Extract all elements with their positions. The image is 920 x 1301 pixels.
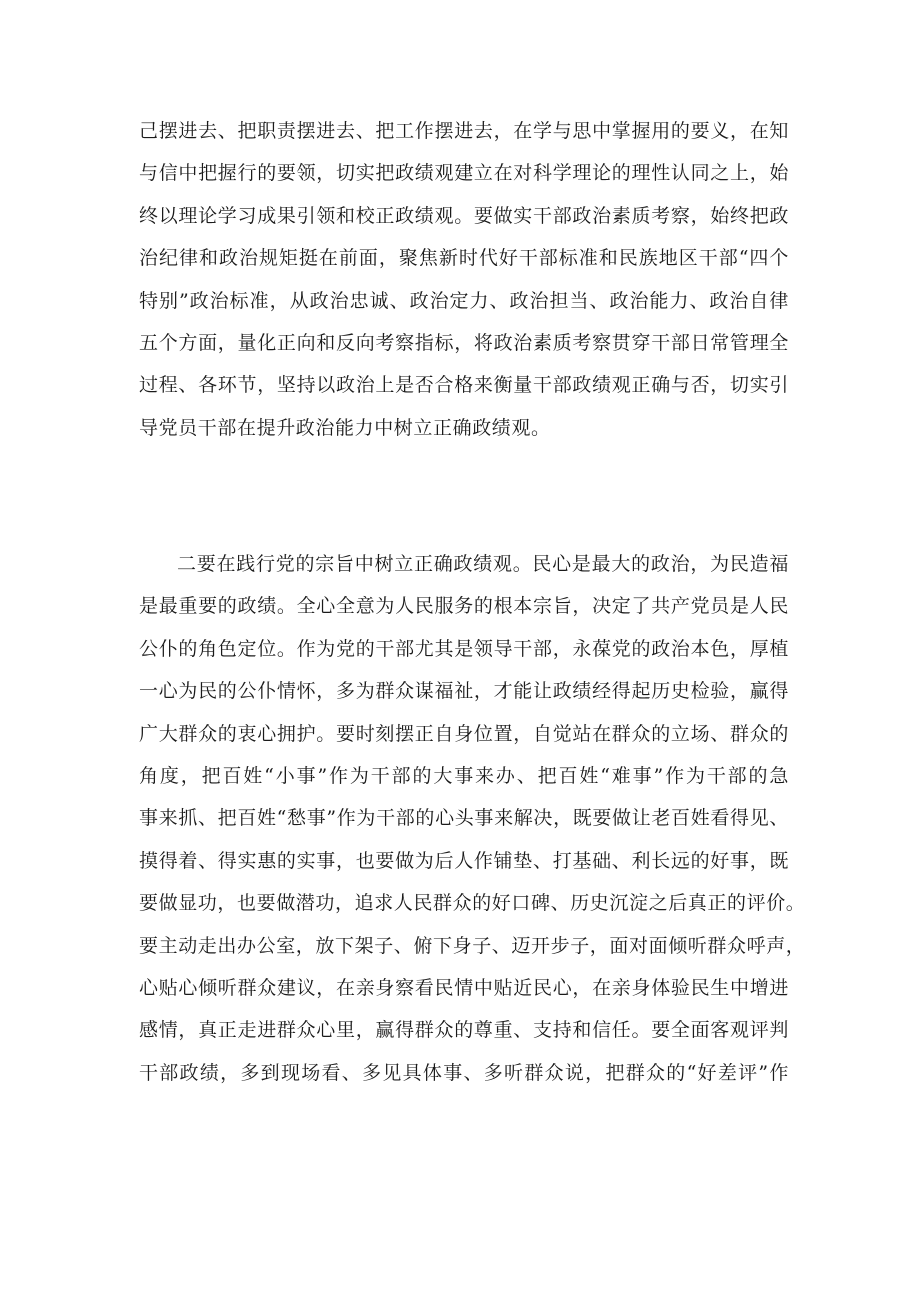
text-line: 是最重要的政绩。全心全意为人民服务的根本宗旨，决定了共产党员是人民 xyxy=(139,595,789,618)
text-line: 与信中把握行的要领，切实把政绩观建立在对科学理论的理性认同之上，始 xyxy=(139,162,789,185)
text-line: 摸得着、得实惠的实事，也要做为后人作铺垫、打基础、利长远的好事，既 xyxy=(139,849,789,872)
text-line: 治纪律和政治规矩挺在前面，聚焦新时代好干部标准和民族地区干部“四个 xyxy=(139,247,789,270)
text-line: 特别”政治标准，从政治忠诚、政治定力、政治担当、政治能力、政治自律 xyxy=(139,289,789,312)
paragraph-party-purpose xyxy=(139,543,806,1094)
text-line: 事来抓、把百姓“愁事”作为干部的心头事来解决，既要做让老百姓看得见、 xyxy=(139,807,789,830)
text-line: 二要在践行党的宗旨中树立正确政绩观。民心是最大的政治，为民造福 xyxy=(177,553,789,575)
text-line: 过程、各环节，坚持以政治上是否合格来衡量干部政绩观正确与否，切实引 xyxy=(139,374,789,397)
text-line: 要做显功，也要做潜功，追求人民群众的好口碑、历史沉淀之后真正的评价。 xyxy=(139,892,806,915)
text-line: 五个方面，量化正向和反向考察指标，将政治素质考察贯穿干部日常管理全 xyxy=(139,331,789,354)
text-line: 要主动走出办公室，放下架子、俯下身子、迈开步子，面对面倾听群众呼声， xyxy=(139,934,806,957)
text-line: 导党员干部在提升政治能力中树立正确政绩观。 xyxy=(139,416,551,439)
text-line: 角度，把百姓“小事”作为干部的大事来办、把百姓“难事”作为干部的急 xyxy=(139,764,789,787)
text-line: 终以理论学习成果引领和校正政绩观。要做实干部政治素质考察，始终把政 xyxy=(139,204,789,227)
text-line: 公仆的角色定位。作为党的干部尤其是领导干部，永葆党的政治本色，厚植 xyxy=(139,637,789,660)
text-line: 干部政绩，多到现场看、多见具体事、多听群众说，把群众的“好差评”作 xyxy=(139,1061,789,1084)
text-line: 心贴心倾听群众建议，在亲身察看民情中贴近民心，在亲身体验民生中增进 xyxy=(139,976,789,999)
text-line: 广大群众的衷心拥护。要时刻摆正自身位置，自觉站在群众的立场、群众的 xyxy=(139,722,789,745)
text-line: 感情，真正走进群众心里，赢得群众的尊重、支持和信任。要全面客观评判 xyxy=(139,1019,789,1042)
text-line: 一心为民的公仆情怀，多为群众谋福祉，才能让政绩经得起历史检验，赢得 xyxy=(139,680,789,703)
text-line: 己摆进去、把职责摆进去、把工作摆进去，在学与思中掌握用的要义，在知 xyxy=(139,120,789,142)
paragraph-political-quality xyxy=(139,110,789,449)
